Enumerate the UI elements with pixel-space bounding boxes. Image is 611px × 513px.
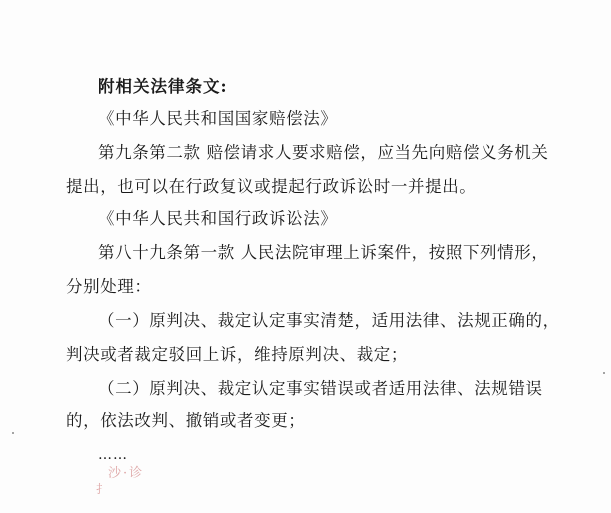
law1-title: 《中华人民共和国国家赔偿法》 — [98, 109, 338, 128]
item2-line2: 的，依法改判、撤销或者变更； — [66, 411, 306, 430]
section-heading: 附相关法律条文: — [98, 77, 228, 96]
item1-line1: （一）原判决、裁定认定事实清楚，适用法律、法规正确的， — [98, 311, 560, 330]
stamp-fragment-small: 扌 — [96, 482, 111, 496]
law1-paragraph-line2: 提出，也可以在行政复议或提起行政诉讼时一并提出。 — [66, 177, 477, 196]
item2-line1: （二）原判决、裁定认定事实错误或者适用法律、法规错误 — [98, 379, 543, 398]
law2-title: 《中华人民共和国行政诉讼法》 — [98, 209, 338, 228]
law2-paragraph-line1: 第八十九条第一款 人民法院审理上诉案件，按照下列情形， — [98, 243, 549, 262]
scan-speck — [12, 432, 14, 434]
stamp-fragment: 沙·诊 — [108, 466, 145, 481]
scan-speck — [603, 372, 605, 374]
ellipsis: …… — [98, 447, 128, 463]
law2-paragraph-line2: 分别处理： — [66, 277, 152, 296]
item1-line2: 判决或者裁定驳回上诉，维持原判决、裁定； — [66, 345, 408, 364]
law1-paragraph-line1: 第九条第二款 赔偿请求人要求赔偿，应当先向赔偿义务机关 — [98, 143, 549, 162]
